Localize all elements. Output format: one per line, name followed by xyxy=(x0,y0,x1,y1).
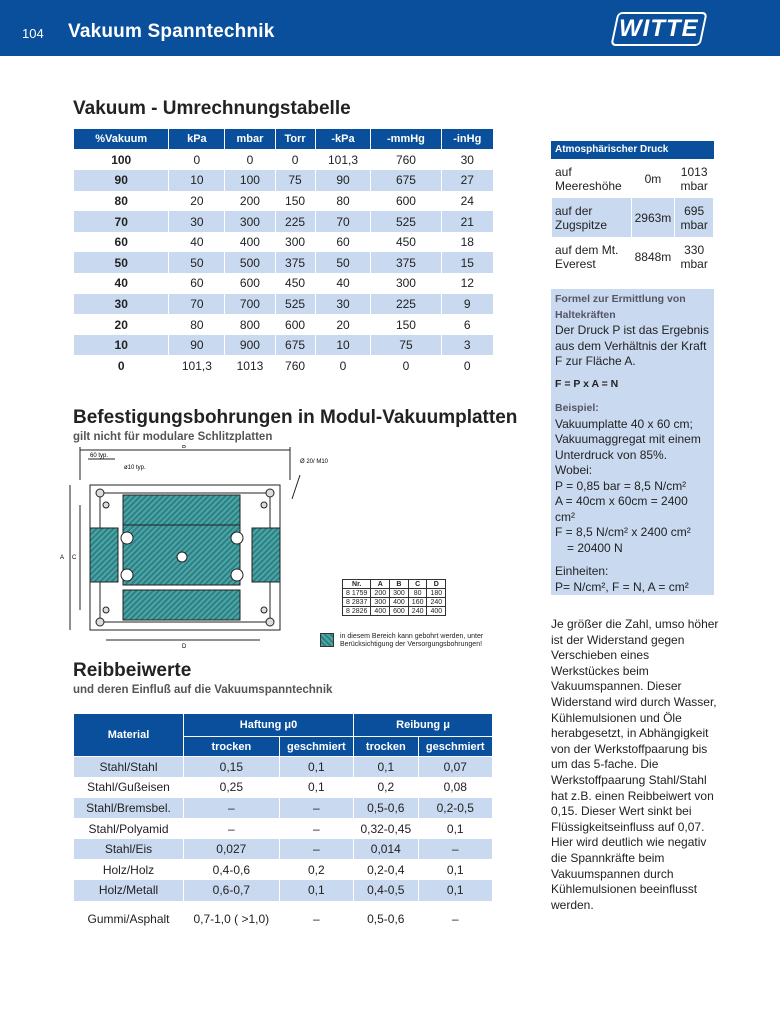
table-row xyxy=(74,211,494,232)
table-cell: 300 xyxy=(225,211,275,232)
table-cell: 30 xyxy=(441,150,494,171)
table-cell: 2963m xyxy=(631,198,675,237)
dim-a: A xyxy=(60,555,65,561)
table-row xyxy=(74,335,494,356)
table-cell: 600 xyxy=(225,273,275,294)
formula-line-p: P = 0,85 bar = 8,5 N/cm² xyxy=(555,478,687,493)
table-cell: 400 xyxy=(225,232,275,253)
table-cell: 8848m xyxy=(631,237,675,276)
table-cell: 0,014 xyxy=(354,839,418,860)
table-cell: 450 xyxy=(371,232,441,253)
table-cell: 0,027 xyxy=(184,839,280,860)
label-phi10: ø10 typ. xyxy=(124,465,146,471)
friction-table xyxy=(73,713,493,937)
table-cell: 50 xyxy=(315,252,371,273)
table-cell: 20 xyxy=(74,314,169,335)
table-cell: 675 xyxy=(371,170,441,191)
table-cell: 0 xyxy=(169,150,225,171)
logo-text: WITTE xyxy=(619,15,699,42)
table-cell: 400 xyxy=(390,598,409,607)
table-cell: 3 xyxy=(441,335,494,356)
table-cell: Stahl/Polyamid xyxy=(74,818,184,839)
table-cell: 21 xyxy=(441,211,494,232)
table-cell: – xyxy=(279,901,353,937)
table-cell: 600 xyxy=(275,314,315,335)
table-cell: 200 xyxy=(225,191,275,212)
table-row xyxy=(74,839,493,860)
table-cell: 30 xyxy=(169,211,225,232)
mounting-title: Befestigungsbohrungen in Modul-Vakuumplatten xyxy=(73,407,518,428)
page-number: 104 xyxy=(22,26,44,41)
table-cell: 0,08 xyxy=(418,777,492,798)
table-row xyxy=(74,818,493,839)
table-cell: 375 xyxy=(275,252,315,273)
table-cell: 0,6-0,7 xyxy=(184,880,280,901)
label-60-typ: 60 typ. xyxy=(90,453,109,459)
table-cell: 160 xyxy=(408,598,427,607)
table-cell: 0,2 xyxy=(279,859,353,880)
friction-explanation: Je größer die Zahl, umso höher ist der Widerstand gegen Verschieben eines Werkstückes beim Vakuumspannen. Dieser Widerstand wird durch Wasser, Kühlemulsionen und Öle herabgesetzt, in Abhängigkeit von der Werkstoffpaarung bis um das 5-fache. Die Werkstoffpaarung Stahl/Stahl hat z.B. einen Reibbeiwert von 0,15. Dieser Wert sinkt bei Flüssigkeitseinfluss auf 0,07. Hier wird deutlich wie negativ die Spannkräfte beim Vakuumspannen durch Kühlemulsionen beeinflusst werden. xyxy=(551,617,719,912)
dim-c: C xyxy=(72,555,77,561)
table-cell: 60 xyxy=(169,273,225,294)
conversion-header: %Vakuum xyxy=(74,129,169,150)
table-cell: 9 xyxy=(441,294,494,315)
witte-logo xyxy=(610,12,707,46)
table-cell: 20 xyxy=(169,191,225,212)
table-row xyxy=(74,273,494,294)
table-cell: 600 xyxy=(390,607,409,616)
table-row xyxy=(74,880,493,901)
table-cell: 30 xyxy=(74,294,169,315)
table-cell: Holz/Metall xyxy=(74,880,184,901)
table-cell: 300 xyxy=(390,589,409,598)
table-cell: 60 xyxy=(315,232,371,253)
table-row xyxy=(552,237,714,276)
table-row xyxy=(343,598,446,607)
conversion-header: -mmHg xyxy=(371,129,441,150)
formula-result: = 20400 N xyxy=(567,540,623,555)
units-label: Einheiten: xyxy=(555,564,609,578)
formula-intro: Der Druck P ist das Ergebnis aus dem Verhältnis der Kraft F zur Fläche A. xyxy=(555,323,709,368)
table-row xyxy=(552,198,714,237)
table-cell: Stahl/Stahl xyxy=(74,757,184,778)
table-cell: 300 xyxy=(371,273,441,294)
table-cell: 0 xyxy=(225,150,275,171)
table-cell: 30 xyxy=(315,294,371,315)
table-cell: 400 xyxy=(371,607,390,616)
table-cell: 15 xyxy=(441,252,494,273)
table-cell: 0,1 xyxy=(279,757,353,778)
table-cell: 8 2837 xyxy=(343,598,371,607)
table-cell: 80 xyxy=(315,191,371,212)
table-row xyxy=(552,159,714,198)
formula-line-a: A = 40cm x 60cm = 2400 cm² xyxy=(555,494,688,524)
sub-haftung-trocken: trocken xyxy=(184,737,280,757)
formula-title: Formel zur Ermittlung von Haltekräften xyxy=(555,293,686,321)
table-cell: 300 xyxy=(275,232,315,253)
table-cell: – xyxy=(279,818,353,839)
table-cell: 40 xyxy=(74,273,169,294)
table-cell: 12 xyxy=(441,273,494,294)
table-cell: 0,25 xyxy=(184,777,280,798)
conversion-table xyxy=(73,128,494,376)
table-cell: 695 mbar xyxy=(675,198,714,237)
table-row xyxy=(74,757,493,778)
table-cell: 70 xyxy=(74,211,169,232)
example-label: Beispiel: xyxy=(555,402,599,414)
formula-line-f: F = 8,5 N/cm² x 2400 cm² xyxy=(555,525,691,539)
table-cell: 525 xyxy=(275,294,315,315)
table-cell: 0,4-0,6 xyxy=(184,859,280,880)
table-cell: 0 xyxy=(275,150,315,171)
table-cell: 0 xyxy=(74,355,169,376)
table-cell: 180 xyxy=(427,589,446,598)
table-cell: 80 xyxy=(408,589,427,598)
table-cell: 50 xyxy=(169,252,225,273)
table-cell: 1013 xyxy=(225,355,275,376)
sub-haftung-geschmiert: geschmiert xyxy=(279,737,353,757)
table-cell: 10 xyxy=(315,335,371,356)
table-cell: 90 xyxy=(315,170,371,191)
table-cell: 300 xyxy=(371,598,390,607)
table-cell: auf der Zugspitze xyxy=(552,198,632,237)
friction-title: Reibbeiwerte xyxy=(73,660,192,681)
atmospheric-table xyxy=(551,159,714,276)
conversion-header: -kPa xyxy=(315,129,371,150)
legend-swatch xyxy=(320,633,334,647)
table-cell: – xyxy=(279,839,353,860)
table-cell: 600 xyxy=(371,191,441,212)
table-cell: 800 xyxy=(225,314,275,335)
table-cell: 24 xyxy=(441,191,494,212)
conversion-title: Vakuum - Umrechnungstabelle xyxy=(73,98,351,119)
conversion-header: kPa xyxy=(169,129,225,150)
table-cell: 0 xyxy=(315,355,371,376)
table-cell: 0,1 xyxy=(279,777,353,798)
table-row xyxy=(74,355,494,376)
table-cell: 150 xyxy=(371,314,441,335)
table-cell: 27 xyxy=(441,170,494,191)
table-cell: 400 xyxy=(427,607,446,616)
table-cell: 0m xyxy=(631,159,675,198)
table-cell: Stahl/Bremsbel. xyxy=(74,798,184,819)
wobei-label: Wobei: xyxy=(555,463,593,477)
table-row xyxy=(74,232,494,253)
table-cell: 8 1759 xyxy=(343,589,371,598)
small-table-header: B xyxy=(390,580,409,589)
table-cell: Stahl/Gußeisen xyxy=(74,777,184,798)
table-cell: 1013 mbar xyxy=(675,159,714,198)
table-cell: 0,2-0,4 xyxy=(354,859,418,880)
table-cell: 100 xyxy=(74,150,169,171)
small-table-header: A xyxy=(371,580,390,589)
col-material: Material xyxy=(74,714,184,757)
conversion-header: mbar xyxy=(225,129,275,150)
table-row xyxy=(343,589,446,598)
mounting-diagram xyxy=(60,445,520,655)
table-cell: 0,1 xyxy=(418,880,492,901)
table-cell: 760 xyxy=(371,150,441,171)
table-cell: 0,32-0,45 xyxy=(354,818,418,839)
table-cell: – xyxy=(184,798,280,819)
table-cell: 6 xyxy=(441,314,494,335)
table-cell: 450 xyxy=(275,273,315,294)
table-cell: 0,7-1,0 ( >1,0) xyxy=(184,901,280,937)
small-table-header: Nr. xyxy=(343,580,371,589)
table-cell: 60 xyxy=(74,232,169,253)
label-thread: Ø 20/ M10 xyxy=(300,459,329,465)
table-row xyxy=(74,901,493,937)
table-cell: 40 xyxy=(315,273,371,294)
table-cell: 40 xyxy=(169,232,225,253)
table-cell: 240 xyxy=(427,598,446,607)
formula-equation: F = P x A = N xyxy=(555,377,619,390)
dim-b: B xyxy=(182,445,187,450)
table-cell: 675 xyxy=(275,335,315,356)
table-cell: 330 mbar xyxy=(675,237,714,276)
table-cell: 0,15 xyxy=(184,757,280,778)
table-row xyxy=(74,170,494,191)
small-table-header: D xyxy=(427,580,446,589)
table-cell: 375 xyxy=(371,252,441,273)
table-row xyxy=(74,798,493,819)
table-cell: auf Meereshöhe xyxy=(552,159,632,198)
table-cell: Stahl/Eis xyxy=(74,839,184,860)
table-cell: auf dem Mt. Everest xyxy=(552,237,632,276)
table-cell: 0,1 xyxy=(354,757,418,778)
sub-reibung-trocken: trocken xyxy=(354,737,418,757)
table-cell: 20 xyxy=(315,314,371,335)
table-cell: 525 xyxy=(371,211,441,232)
table-cell: 900 xyxy=(225,335,275,356)
conversion-header: Torr xyxy=(275,129,315,150)
table-row xyxy=(74,294,494,315)
conversion-header: -inHg xyxy=(441,129,494,150)
table-cell: 50 xyxy=(74,252,169,273)
table-row xyxy=(74,859,493,880)
table-cell: 225 xyxy=(275,211,315,232)
table-cell: 200 xyxy=(371,589,390,598)
table-cell: – xyxy=(184,818,280,839)
table-cell: 10 xyxy=(169,170,225,191)
sub-reibung-geschmiert: geschmiert xyxy=(418,737,492,757)
table-cell: 80 xyxy=(74,191,169,212)
table-row xyxy=(74,150,494,171)
table-cell: 225 xyxy=(371,294,441,315)
table-cell: 150 xyxy=(275,191,315,212)
table-cell: – xyxy=(418,901,492,937)
table-cell: 0,5-0,6 xyxy=(354,901,418,937)
table-cell: 18 xyxy=(441,232,494,253)
small-table-header: C xyxy=(408,580,427,589)
table-cell: 700 xyxy=(225,294,275,315)
table-cell: 90 xyxy=(169,335,225,356)
table-row xyxy=(343,607,446,616)
table-cell: 70 xyxy=(315,211,371,232)
table-cell: 760 xyxy=(275,355,315,376)
table-cell: Holz/Holz xyxy=(74,859,184,880)
table-cell: 70 xyxy=(169,294,225,315)
friction-subtitle: und deren Einfluß auf die Vakuumspanntechnik xyxy=(73,684,333,696)
table-row xyxy=(74,777,493,798)
table-cell: 100 xyxy=(225,170,275,191)
table-cell: 75 xyxy=(371,335,441,356)
table-cell: 0,07 xyxy=(418,757,492,778)
table-cell: – xyxy=(279,798,353,819)
table-cell: 0 xyxy=(371,355,441,376)
table-cell: 101,3 xyxy=(315,150,371,171)
units-text: P= N/cm², F = N, A = cm² xyxy=(555,579,689,594)
mounting-subtitle: gilt nicht für modulare Schlitzplatten xyxy=(73,431,273,443)
table-cell: 0,5-0,6 xyxy=(354,798,418,819)
table-row xyxy=(74,314,494,335)
table-cell: 80 xyxy=(169,314,225,335)
table-cell: 0,1 xyxy=(279,880,353,901)
table-cell: 0,4-0,5 xyxy=(354,880,418,901)
col-reibung: Reibung μ xyxy=(354,714,493,737)
table-cell: 101,3 xyxy=(169,355,225,376)
table-row xyxy=(74,191,494,212)
table-cell: Gummi/Asphalt xyxy=(74,901,184,937)
page-header xyxy=(0,0,780,56)
table-cell: 0 xyxy=(441,355,494,376)
table-cell: – xyxy=(418,839,492,860)
dim-d: D xyxy=(182,644,187,650)
table-row xyxy=(74,252,494,273)
table-cell: 0,2-0,5 xyxy=(418,798,492,819)
col-haftung: Haftung μ0 xyxy=(184,714,354,737)
atmospheric-title: Atmosphärischer Druck xyxy=(551,141,714,159)
table-cell: 75 xyxy=(275,170,315,191)
table-cell: 0,2 xyxy=(354,777,418,798)
table-cell: 240 xyxy=(408,607,427,616)
header-title: Vakuum Spanntechnik xyxy=(68,21,275,42)
table-cell: 10 xyxy=(74,335,169,356)
table-cell: 8 2826 xyxy=(343,607,371,616)
plate-dimensions-table xyxy=(342,579,446,616)
table-cell: 0,1 xyxy=(418,859,492,880)
example-text: Vakuumplatte 40 x 60 cm; Vakuumaggregat mit einem Unterdruck von 85%. xyxy=(555,416,701,462)
table-cell: 90 xyxy=(74,170,169,191)
table-cell: 0,1 xyxy=(418,818,492,839)
table-cell: 500 xyxy=(225,252,275,273)
formula-box xyxy=(551,289,714,595)
legend-text: in diesem Bereich kann gebohrt werden, unter Berücksichtigung der Versorgungsbohrungen! xyxy=(340,633,484,648)
